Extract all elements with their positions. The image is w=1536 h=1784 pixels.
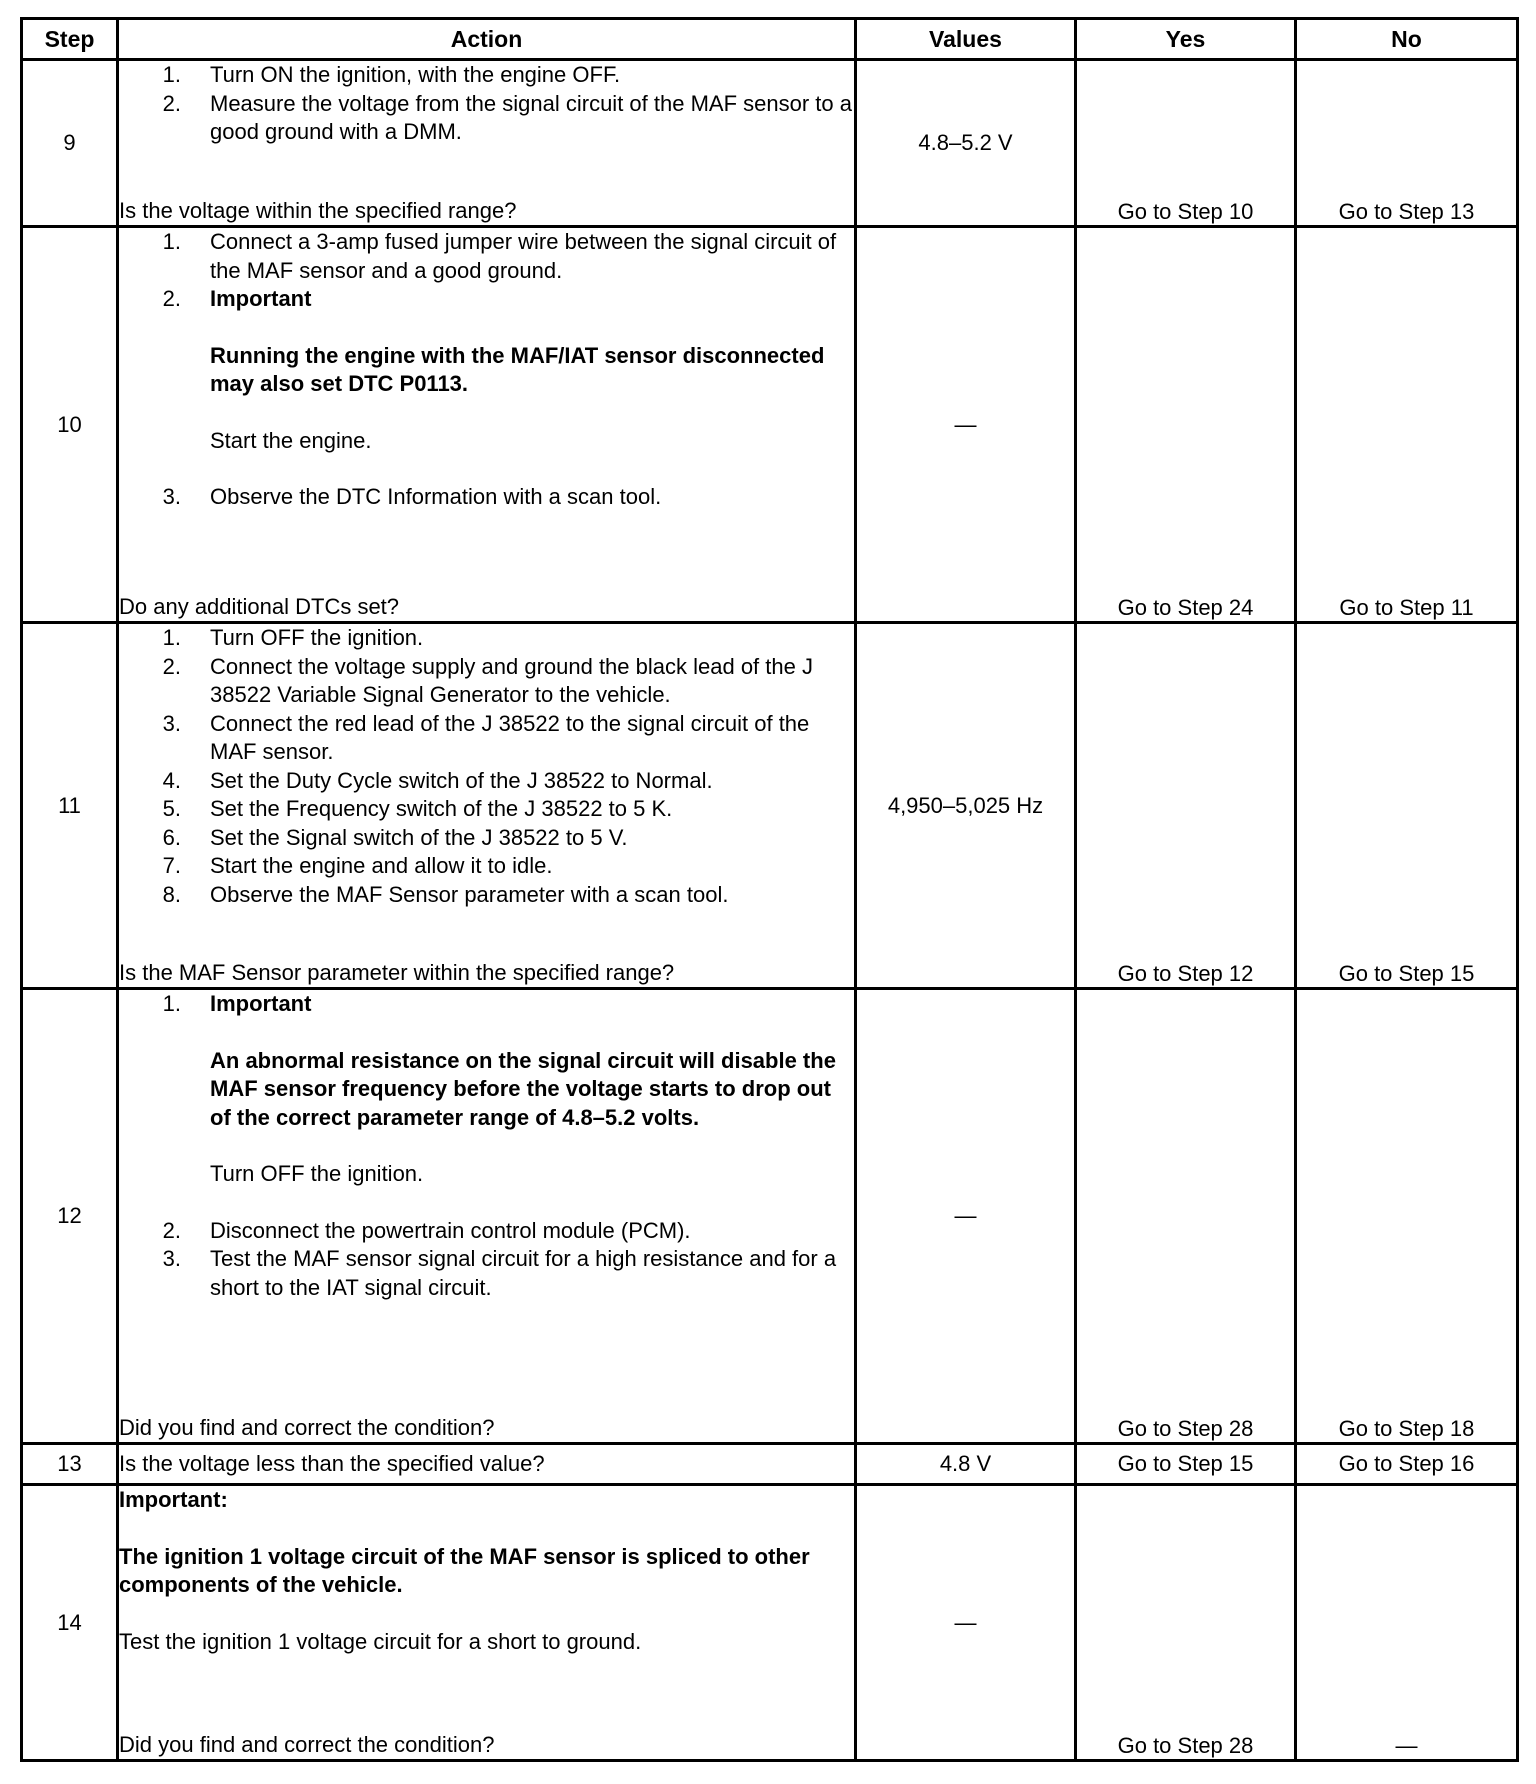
step-text: Set the Frequency switch of the J 38522 to 5 K.: [210, 796, 673, 821]
step-index: 6.: [162, 824, 181, 850]
header-no: No: [1296, 19, 1518, 60]
yes-cell: Go to Step 24: [1076, 227, 1296, 623]
step-index: 1.: [162, 625, 181, 650]
spacer: [119, 399, 854, 427]
step-index: [119, 427, 210, 456]
question-text: Do any additional DTCs set?: [119, 593, 400, 619]
step-number: 10: [22, 227, 118, 623]
action-cell: [118, 60, 856, 227]
step-number: 9: [22, 60, 118, 227]
no-cell: Go to Step 13: [1296, 60, 1518, 227]
action-step: [119, 990, 854, 1019]
step-index: 1.: [162, 991, 181, 1016]
table-row: [22, 623, 1518, 989]
values-cell: —: [856, 227, 1076, 623]
header-step: Step: [22, 19, 118, 60]
step-index: 2.: [162, 653, 181, 679]
values-cell: 4.8–5.2 V: [856, 60, 1076, 227]
table-row: [22, 1444, 1518, 1485]
spacer: [119, 1515, 854, 1543]
spacer: [119, 1132, 854, 1160]
action-step: [119, 1160, 854, 1189]
step-text: Disconnect the powertrain control module (PCM).: [210, 1217, 691, 1243]
header-values: Values: [856, 19, 1076, 60]
action-step: [119, 710, 854, 767]
no-cell: Go to Step 15: [1296, 623, 1518, 989]
action-cell: [118, 623, 856, 989]
yes-cell: Go to Step 12: [1076, 623, 1296, 989]
step-number: 12: [22, 989, 118, 1444]
important-label: Important: [210, 286, 312, 311]
step-index: 1.: [162, 229, 181, 254]
step-text: Connect the red lead of the J 38522 to the signal circuit of the MAF sensor.: [210, 710, 810, 764]
action-cell: [118, 989, 856, 1444]
action-step: [119, 881, 854, 910]
step-text: Set the Signal switch of the J 38522 to 5 V.: [210, 824, 628, 850]
action-step: [119, 90, 854, 147]
action-step: [119, 427, 854, 456]
step-number: 11: [22, 623, 118, 989]
values-cell: 4.8 V: [856, 1444, 1076, 1485]
action-step: [119, 795, 854, 824]
action-step: [119, 653, 854, 710]
spacer: [119, 314, 854, 342]
header-yes: Yes: [1076, 19, 1296, 60]
step-index: 3.: [162, 484, 181, 509]
action-step: [119, 1217, 854, 1246]
step-index: 2.: [162, 286, 181, 311]
important-text: An abnormal resistance on the signal circuit will disable the MAF sensor frequency before the voltage starts to drop out of the correct parameter range of 4.8–5.2 volts.: [210, 1047, 836, 1130]
action-step: [119, 1047, 854, 1133]
step-index: 7.: [162, 853, 181, 878]
step-number: 13: [22, 1444, 118, 1485]
step-text: Turn OFF the ignition.: [210, 625, 424, 650]
step-index: 3.: [162, 710, 181, 736]
spacer: [119, 1600, 854, 1628]
question-text: Did you find and correct the condition?: [119, 1414, 495, 1440]
yes-cell: Go to Step 28: [1076, 1485, 1296, 1761]
yes-cell: Go to Step 15: [1076, 1444, 1296, 1485]
action-step: [119, 1245, 854, 1302]
question-text: Is the voltage less than the specified value?: [119, 1450, 545, 1476]
action-step: [119, 624, 854, 653]
action-cell: [118, 1444, 856, 1485]
no-cell: Go to Step 18: [1296, 989, 1518, 1444]
step-index: [119, 342, 210, 399]
table-row: [22, 989, 1518, 1444]
action-cell: [118, 227, 856, 623]
yes-cell: Go to Step 10: [1076, 60, 1296, 227]
step-text: Connect the voltage supply and ground the black lead of the J 38522 Variable Signal Generator to the vehicle.: [210, 653, 813, 707]
step-index: 1.: [162, 62, 181, 87]
step-text: Observe the MAF Sensor parameter with a scan tool.: [210, 881, 729, 907]
yes-cell: Go to Step 28: [1076, 989, 1296, 1444]
spacer: [119, 1019, 854, 1047]
step-text: Set the Duty Cycle switch of the J 38522 to Normal.: [210, 767, 713, 793]
step-text: Observe the DTC Information with a scan tool.: [210, 484, 662, 509]
step-index: [119, 1047, 210, 1133]
step-index: 4.: [162, 767, 181, 793]
values-cell: 4,950–5,025 Hz: [856, 623, 1076, 989]
action-step: [119, 342, 854, 399]
action-step: [119, 61, 854, 90]
action-step: [119, 228, 854, 285]
step-text: Start the engine and allow it to idle.: [210, 853, 553, 878]
step-text: Test the MAF sensor signal circuit for a high resistance and for a short to the IAT signal circuit.: [210, 1246, 837, 1300]
step-text: Start the engine.: [210, 427, 372, 453]
question-text: Did you find and correct the condition?: [119, 1731, 495, 1757]
instruction-text: Test the ignition 1 voltage circuit for a short to ground.: [119, 1628, 642, 1654]
action-step: [119, 824, 854, 853]
step-text: Measure the voltage from the signal circuit of the MAF sensor to a good ground with a DMM.: [210, 90, 852, 144]
important-label: Important:: [119, 1487, 228, 1512]
important-text: The ignition 1 voltage circuit of the MAF sensor is spliced to other components of the vehicle.: [119, 1543, 810, 1597]
header-action: Action: [118, 19, 856, 60]
table-row: [22, 227, 1518, 623]
values-cell: —: [856, 989, 1076, 1444]
table-row: [22, 60, 1518, 227]
step-index: [119, 1160, 210, 1189]
no-cell: —: [1296, 1485, 1518, 1761]
step-text: Connect a 3-amp fused jumper wire between the signal circuit of the MAF sensor and a good ground.: [210, 229, 837, 283]
values-cell: —: [856, 1485, 1076, 1761]
important-label: Important: [210, 991, 312, 1016]
question-text: Is the voltage within the specified range?: [119, 197, 517, 223]
action-step: [119, 483, 854, 512]
action-step: [119, 767, 854, 796]
step-index: 2.: [162, 90, 181, 116]
table-row: [22, 1485, 1518, 1761]
spacer: [119, 1189, 854, 1217]
action-step: [119, 852, 854, 881]
step-index: 2.: [162, 1217, 181, 1243]
question-text: Is the MAF Sensor parameter within the specified range?: [119, 959, 675, 985]
no-cell: Go to Step 11: [1296, 227, 1518, 623]
step-index: 8.: [162, 881, 181, 907]
important-text: Running the engine with the MAF/IAT sensor disconnected may also set DTC P0113.: [210, 342, 825, 396]
step-number: 14: [22, 1485, 118, 1761]
header-row: [22, 19, 1518, 60]
action-cell: [118, 1485, 856, 1761]
step-text: Turn ON the ignition, with the engine OFF.: [210, 62, 621, 87]
step-index: 5.: [162, 796, 181, 821]
spacer: [119, 455, 854, 483]
diagnostic-table: [20, 17, 1519, 1762]
step-text: Turn OFF the ignition.: [210, 1161, 424, 1186]
no-cell: Go to Step 16: [1296, 1444, 1518, 1485]
action-step: [119, 285, 854, 314]
step-index: 3.: [162, 1246, 181, 1271]
